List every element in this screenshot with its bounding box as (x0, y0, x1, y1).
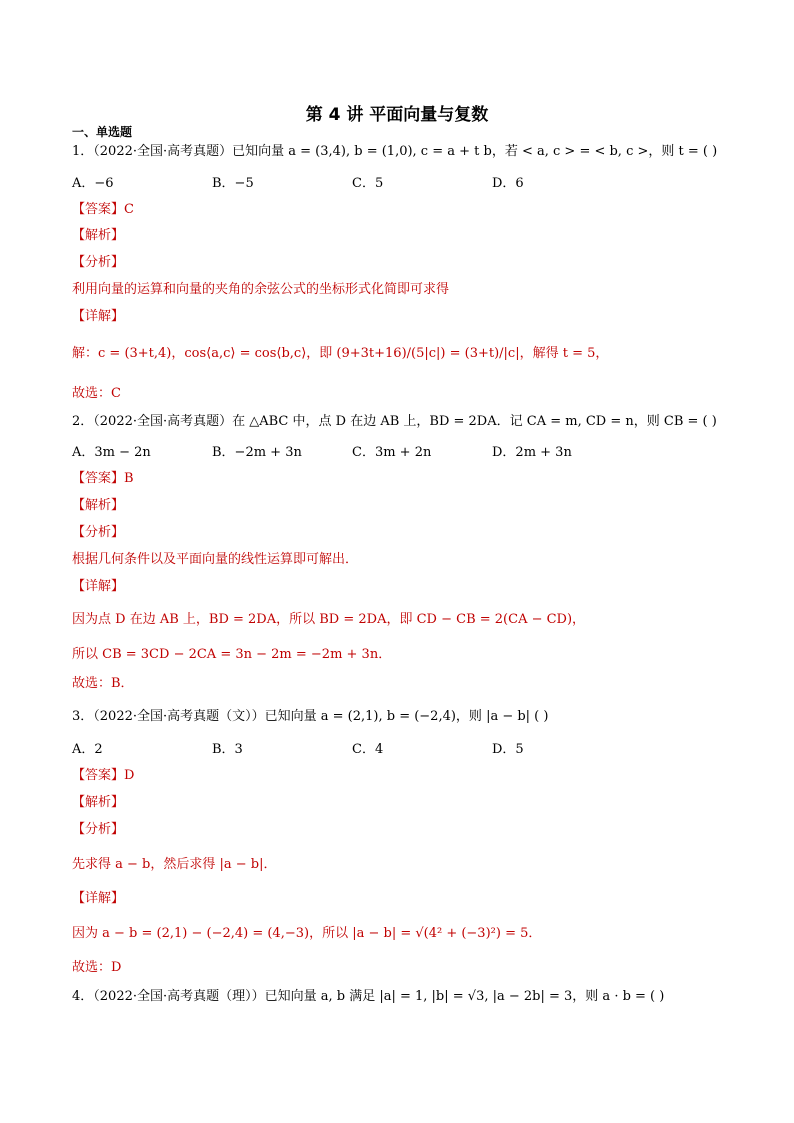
q1-option-c: C．5 (352, 176, 384, 191)
q1-answer (72, 202, 134, 218)
q2-option-c: C．3m + 2n (352, 445, 432, 460)
q3-answer (72, 768, 134, 784)
section-heading: 一、单选题 (72, 125, 133, 139)
q1-detail-label: 【详解】 (72, 309, 125, 324)
q3-conclusion: 故选：D (72, 960, 122, 975)
q2-stem: 2．（2022·全国·高考真题）在 △ABC 中，点 D 在边 AB 上，BD = 2DA．记 CA = m, CD = n，则 CB = ( ) (72, 414, 717, 429)
q1-option-b: B．−5 (212, 176, 254, 191)
q3-fenxi-text: 先求得 a − b，然后求得 |a − b|． (72, 857, 277, 872)
q3-option-d: D．5 (492, 742, 524, 757)
q3-option-b: B．3 (212, 742, 243, 757)
q2-options (72, 445, 572, 461)
q3-stem: 3．（2022·全国·高考真题（文））已知向量 a = (2,1), b = (−2,4)，则 |a − b| ( ) (72, 709, 549, 724)
q2-analysis-label: 【解析】 (72, 498, 125, 513)
q3-analysis-label: 【解析】 (72, 795, 125, 810)
q2-answer-value: B (124, 471, 134, 486)
q2-fenxi-label: 【分析】 (72, 525, 125, 540)
page-title: 第 4 讲 平面向量与复数 (305, 105, 489, 125)
q3-answer-value: D (124, 768, 135, 783)
q1-options (72, 176, 524, 192)
q1-stem: 1．（2022·全国·高考真题）已知向量 a = (3,4), b = (1,0), c = a + t b，若 < a, c > = < b, c >，则 t = ( ) (72, 144, 718, 159)
answer-label: 【答案】 (72, 202, 125, 217)
q1-detail-text: 解：c = (3+t,4)，cos⟨a,c⟩ = cos⟨b,c⟩，即 (9+3t+16)/(5|c|) = (3+t)/|c|，解得 t = 5， (72, 346, 609, 361)
q2-detail-text-2: 所以 CB = 3CD − 2CA = 3n − 2m = −2m + 3n． (72, 647, 392, 662)
q2-detail-text-1: 因为点 D 在边 AB 上，BD = 2DA，所以 BD = 2DA，即 CD − CB = 2(CA − CD)， (72, 612, 586, 627)
q2-detail-label: 【详解】 (72, 579, 125, 594)
q1-option-d: D．6 (492, 176, 524, 191)
q2-option-a: A．3m − 2n (72, 445, 151, 460)
answer-label: 【答案】 (72, 768, 125, 783)
q2-answer (72, 471, 134, 487)
answer-label: 【答案】 (72, 471, 125, 486)
q4-stem: 4．（2022·全国·高考真题（理））已知向量 a, b 满足 |a| = 1, |b| = √3, |a − 2b| = 3，则 a · b = ( ) (72, 989, 665, 1004)
q2-conclusion: 故选：B． (72, 676, 134, 691)
q1-analysis-label: 【解析】 (72, 228, 125, 243)
q3-options (72, 742, 524, 758)
q3-detail-label: 【详解】 (72, 891, 125, 906)
q1-option-a: A．−6 (72, 176, 114, 191)
q2-fenxi-text: 根据几何条件以及平面向量的线性运算即可解出． (72, 552, 359, 567)
q3-option-c: C．4 (352, 742, 384, 757)
q1-answer-value: C (124, 202, 134, 217)
q1-fenxi-text: 利用向量的运算和向量的夹角的余弦公式的坐标形式化简即可求得 (72, 282, 450, 297)
q2-option-b: B．−2m + 3n (212, 445, 302, 460)
q3-option-a: A．2 (72, 742, 103, 757)
q2-option-d: D．2m + 3n (492, 445, 572, 460)
q1-fenxi-label: 【分析】 (72, 255, 125, 270)
q1-conclusion: 故选：C (72, 386, 121, 401)
q3-fenxi-label: 【分析】 (72, 822, 125, 837)
q3-detail-text: 因为 a − b = (2,1) − (−2,4) = (4,−3)，所以 |a − b| = √(4² + (−3)²) = 5． (72, 926, 542, 941)
